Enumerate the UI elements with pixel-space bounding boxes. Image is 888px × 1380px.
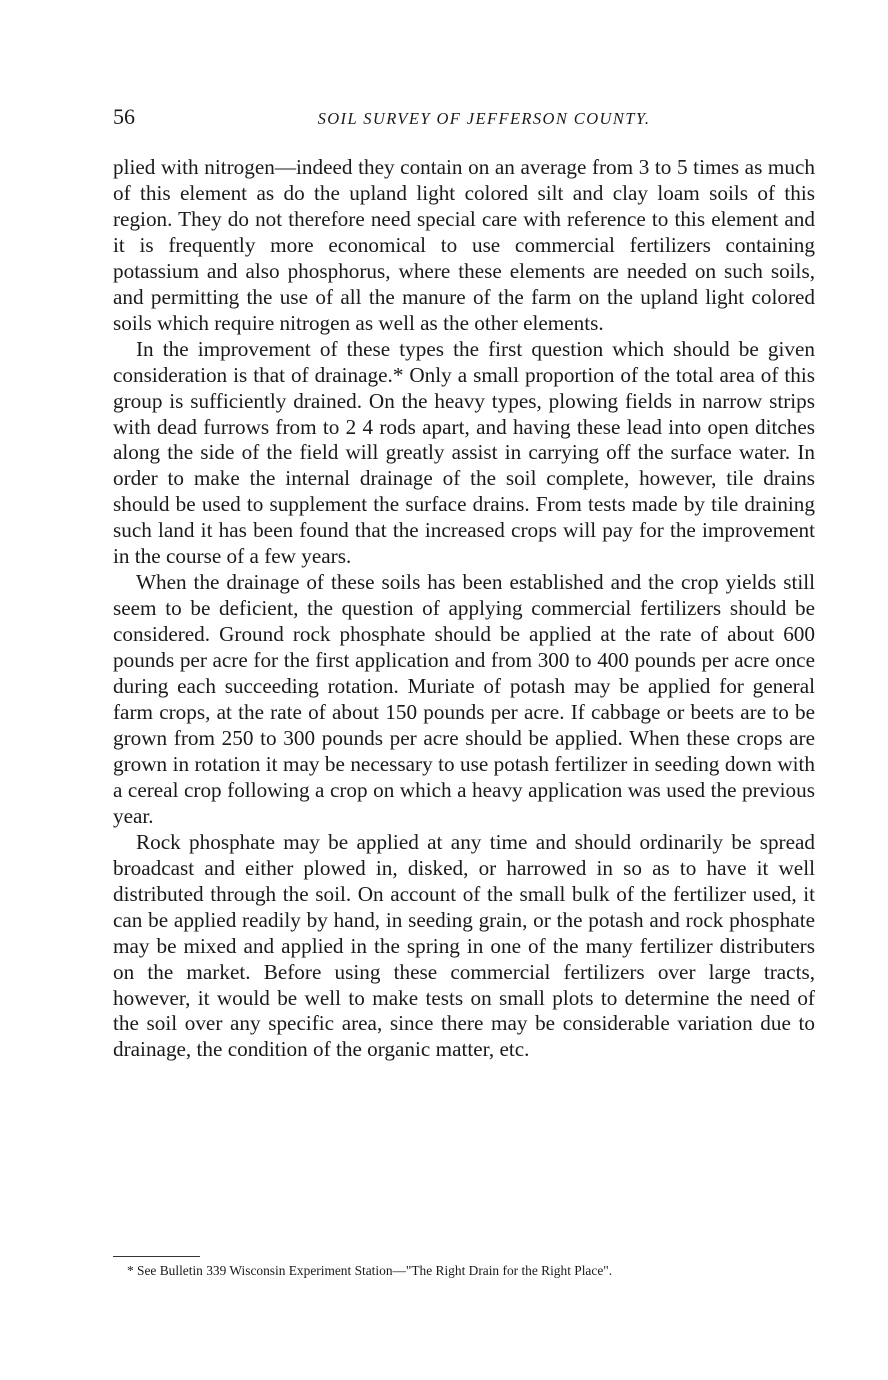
page-header (113, 102, 815, 132)
paragraph: When the drainage of these soils has been established and the crop yields still seem to be deficient, the question of applying commercial fertilizers should be considered. Ground rock phosphate should be applied at the rate of about 600 pounds per acre for the first application and from 300 to 400 pounds per acre once during each succeeding rotation. Muriate of potash may be applied for general farm crops, at the rate of about 150 pounds per acre. If cabbage or beets are to be grown from 250 to 300 pounds per acre should be applied. When these crops are grown in rotation it may be necessary to use potash fertilizer in seeding down with a cereal crop following a crop on which a heavy application was used the previous year. (113, 570, 815, 828)
running-title: SOIL SURVEY OF JEFFERSON COUNTY. (317, 109, 651, 128)
paragraph: Rock phosphate may be applied at any time and should ordinarily be spread broadcast and either plowed in, disked, or harrowed in so as to have it well distributed through the soil. On account of the small bulk of the fertilizer used, it can be applied readily by hand, in seeding grain, or the potash and rock phosphate may be mixed and applied in the spring in one of the many fertilizer distributers on the market. Before using these commercial fertilizers over large tracts, however, it would be well to make tests on small plots to determine the need of the soil over any specific area, since there may be considerable variation due to drainage, the condition of the organic matter, etc. (113, 829, 815, 1062)
footnote-divider (113, 1256, 200, 1257)
paragraph: plied with nitrogen—indeed they contain on an average from 3 to 5 times as much of this element as do the upland light colored silt and clay loam soils of this region. They do not therefore need special care with reference to this element and it is frequently more economical to use commercial fertilizers containing potassium and also phosphorus, where these elements are needed on such soils, and permitting the use of all the manure of the farm on the upland light colored soils which require nitrogen as well as the other elements. (113, 155, 815, 335)
body-text (113, 155, 815, 1063)
page-number: 56 (113, 104, 135, 129)
paragraph: In the improvement of these types the first question which should be given consideration is that of drainage.* Only a small proportion of the total area of this group is sufficiently drained. On the heavy types, plowing fields in narrow strips with dead furrows from to 2 4 rods apart, and having these lead into open ditches along the side of the field will greatly assist in carrying off the surface water. In order to make the internal drainage of the soil complete, however, tile drains should be used to supplement the surface drains. From tests made by tile draining such land it has been found that the increased crops will pay for the improvement in the course of a few years. (113, 336, 815, 569)
footnote: * See Bulletin 339 Wisconsin Experiment Station—"The Right Drain for the Right Place". (127, 1263, 613, 1278)
